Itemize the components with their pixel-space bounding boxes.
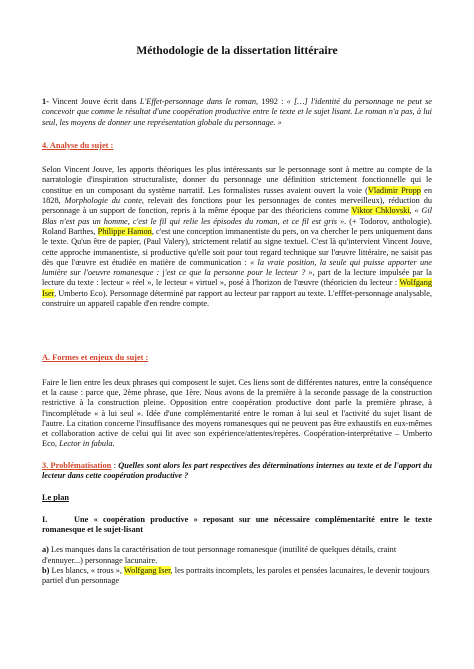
formes-italic: Lector in fabula bbox=[59, 439, 113, 449]
analyse-italic: « la vraie position, la seule qui puisse apporter une lumière sur l'oeuvre romanesque : bbox=[42, 257, 432, 278]
item-label: b) bbox=[42, 565, 50, 575]
item-label: a) bbox=[42, 545, 49, 555]
problematisation-sep: : bbox=[111, 460, 119, 470]
item-text: Les blancs, « trous », bbox=[49, 565, 124, 575]
highlight-iser: Wolfgang Iser bbox=[123, 565, 171, 575]
item-text: , les portraits incomplets, les paroles et pensées lacunaires, le devenir toujours partiel d'un personnage bbox=[42, 565, 430, 586]
analyse-text: , c'est une conception immanentiste du pers, on va chercher le pers uniquement dans le texte. Qu'un être de papier, (Paul Valery), strictement relatif au signe textuel. C'est là qu'intervient Vincent Jouve, cette approche immanentiste, si productive qu'elle soit pour tout regard technique sur l'œuvre littéraire, ne saisit pas dès que l'œuvre est étudiée en matière de communication : bbox=[42, 226, 432, 267]
question-number: 1- bbox=[42, 97, 49, 106]
question-quote: « […] l'identité du personnage ne peut se concevoir que comme le résultat d'une coopération productive entre le texte et le sujet lisant. Le roman n'a pas, à lui seul, les moyens de donner une représentation globale du personnage. » bbox=[42, 97, 432, 127]
analyse-italic: « Gil Blas n'est pas un homme, c'est le fil qui relie les épisodes du roman, et ce fil est gris ». bbox=[42, 206, 432, 226]
highlight-hamon: Philippe Hamon bbox=[97, 226, 152, 236]
part-number: I. bbox=[42, 514, 48, 524]
formes-text: . bbox=[112, 439, 115, 449]
plan-item-a bbox=[42, 545, 432, 566]
analyse-text: Selon Vincent Jouve, les apports théoriques les plus intéressants sur le personnage sont à mettre au compte de la narratologie d'inspiration structuraliste, donner du personnage une définition strictement fonctionnelle qui le constitue en un composant du système narratif. Les formalistes russes avaient ouvert la voie ( bbox=[42, 165, 432, 195]
document-title: Méthodologie de la dissertation littéraire bbox=[136, 44, 338, 57]
analyse-italic: Morphologie du conte, bbox=[64, 196, 144, 206]
highlight-chklovski: Viktor Chklovski bbox=[351, 206, 410, 216]
plan-item-b bbox=[42, 566, 432, 587]
analyse-text: , bbox=[409, 206, 415, 216]
analyse-text: , part de la lecture impulsée par la lecture du texte : lecteur « réel », le lecteur « virtuel », posé à l'horizon de l'œuvre (théoricien du lecteur : bbox=[42, 268, 432, 288]
formes-paragraph bbox=[42, 378, 432, 450]
analyse-italic: 'est ce que la personne pour le lecteur ? » bbox=[164, 268, 313, 278]
book-title: L'Effet-personnage dans le roman bbox=[139, 97, 257, 106]
analyse-text: en 1828, bbox=[42, 185, 432, 206]
section-heading-formes: A. Formes et enjeux du sujet : bbox=[42, 353, 149, 363]
question-year: , 1992 : bbox=[256, 97, 287, 106]
problematisation-question: Quelles sont alors les part respectives des déterminations internes au texte et de l'apport du lecteur dans cette coopération productive ? bbox=[42, 460, 432, 481]
plan-part-1 bbox=[42, 515, 432, 536]
problematisation bbox=[42, 461, 432, 482]
highlight-iser: Wolfgang Iser bbox=[42, 278, 432, 298]
highlight-propp: Vladimir Propp bbox=[367, 185, 421, 195]
part-title: Une « coopération productive » reposant sur une nécessaire complémentarité entre le texte romanesque et le sujet-lisant bbox=[42, 514, 432, 534]
question-1 bbox=[42, 97, 432, 128]
plan-title: Le plan bbox=[42, 493, 69, 503]
formes-text: Faire le lien entre les deux phrases qui composent le sujet. Ces liens sont de différentes natures, entre la conséquence et la cause : parce que, 2ème phrase, que 1ère. Nous avons de la première à la seconde passage de la construction restrictive à la construction pleine. Opposition entre coopération productive dont parle la première phrase, à l'incomplétude « à lui seul ». Idée d'une complémentarité entre le roman à lui seul et l'activité du sujet lisant de l'autre. La citation concerne l'insuffisance des moyens romanesques qui ne peuvent pas être exhaustifs en eux-mêmes et collaboration active de celui qui lit avec son expérience/attentes/repères. Coopération-interprétative – Umberto Eco, bbox=[42, 377, 432, 449]
analyse-text: (+ Todorov, anthologie). Roland Barthes, bbox=[42, 216, 432, 236]
analyse-text: , Umberto Eco). Personnage déterminé par rapport au lecteur par rapport au texte. L'efffet-personnage analysable, construire un appareil capable d'en rendre compte. bbox=[42, 288, 432, 309]
problematisation-label: 3. Problématisation bbox=[42, 460, 112, 470]
analyse-paragraph bbox=[42, 165, 432, 309]
section-heading-analyse: 4. Analyse du sujet : bbox=[42, 140, 114, 150]
item-text: Les manques dans la caractérisation de tout personnage romanesque (inutilité de quelques détails, craint d'ennuyer...) personnage lacunaire. bbox=[42, 545, 397, 565]
question-lead: Vincent Jouve écrit dans bbox=[48, 97, 140, 106]
analyse-text: j bbox=[162, 268, 165, 278]
analyse-text: relevait des fonctions pour les personnages de contes merveilleux), réduction du personnage à un support de fonction, repris à la même époque par des théoriciens comme bbox=[42, 196, 432, 216]
